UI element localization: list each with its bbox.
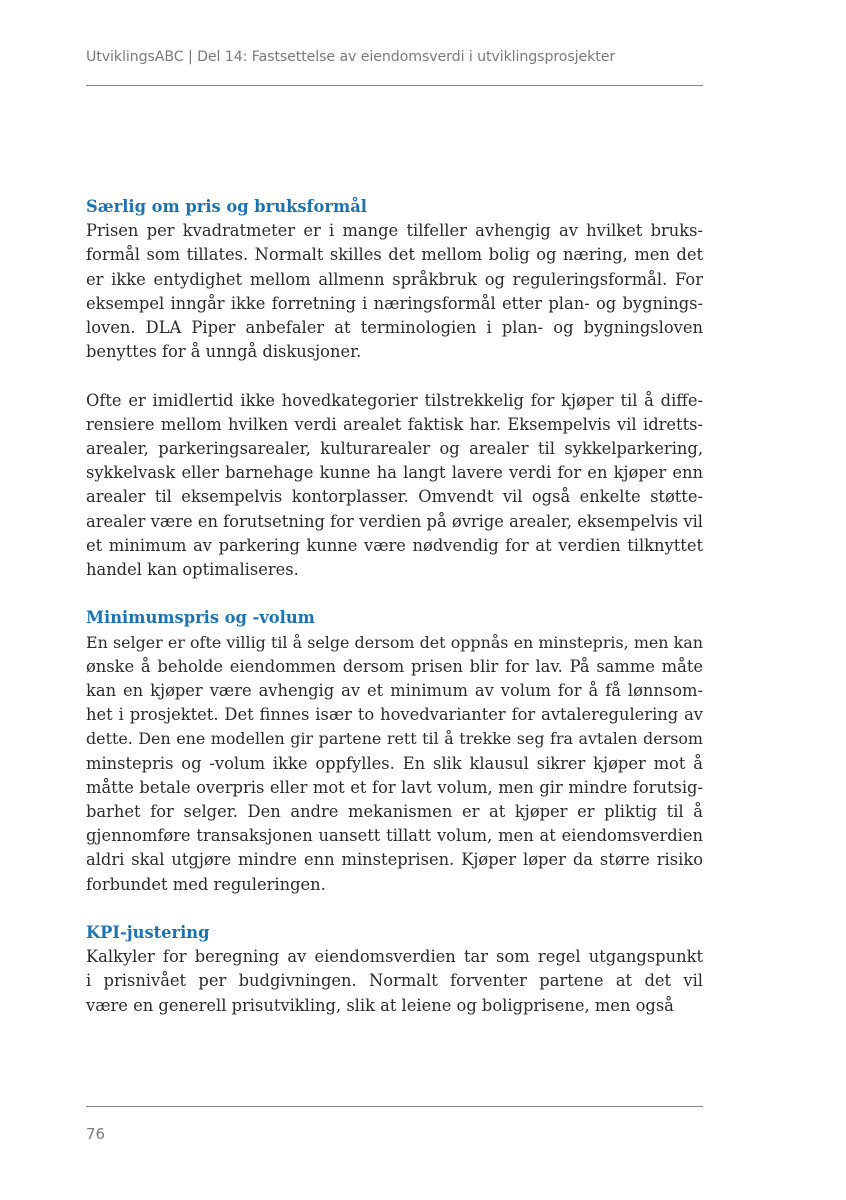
text-line: minstepris og -volum ikke oppfylles. En slik klausul sikrer kjøper mot å (86, 753, 703, 773)
running-header: UtviklingsABC | Del 14: Fastsettelse av eiendomsverdi i utviklingsprosjekter (86, 49, 616, 65)
text-line: dette. Den ene modellen gir partene rett til å trekke seg fra avtalen dersom (86, 729, 703, 749)
section-heading: KPI-justering (86, 923, 210, 943)
text-line: gjennomføre transaksjonen uansett tillatt volum, men at eiendomsverdien (86, 826, 703, 846)
text-line: Ofte er imidlertid ikke hovedkategorier tilstrekkelig for kjøper til å diffe- (86, 390, 703, 410)
section-gap (86, 897, 703, 921)
text-line: er ikke entydighet mellom allmenn språkbruk og reguleringsformål. For (86, 269, 703, 289)
page-number: 76 (86, 1125, 106, 1143)
section-heading: Minimumspris og -volum (86, 608, 315, 628)
paragraph (86, 631, 703, 897)
text-line: arealer være en forutsetning for verdien på øvrige arealer, eksempelvis vil (86, 511, 703, 531)
text-line: barhet for selger. Den andre mekanismen er at kjøper er pliktig til å (86, 802, 703, 822)
section-heading: Særlig om pris og bruksformål (86, 197, 367, 216)
text-line: eksempel inngår ikke forretning i næringsformål etter plan- og bygnings- (86, 293, 703, 313)
text-line: i prisnivået per budgivningen. Normalt forventer partene at det vil (86, 971, 703, 991)
document-body (86, 195, 703, 1018)
text-line: et minimum av parkering kunne være nødvendig for at verdien tilknyttet (86, 535, 703, 555)
text-line: aldri skal utgjøre mindre enn minsteprisen. Kjøper løper da større risiko (86, 850, 703, 870)
paragraph (86, 219, 703, 364)
text-line: Prisen per kvadratmeter er i mange tilfeller avhengig av hvilket bruks- (86, 221, 703, 241)
section-gap (86, 582, 703, 606)
footer-divider (86, 1106, 703, 1107)
text-line: handel kan optimaliseres. (86, 560, 299, 580)
paragraph (86, 389, 703, 583)
text-line: sykkelvask eller barnehage kunne ha langt lavere verdi for en kjøper enn (86, 463, 703, 483)
text-line: måtte betale overpris eller mot et for lavt volum, men gir mindre forutsig- (86, 777, 703, 797)
text-line: En selger er ofte villig til å selge dersom det oppnås en minstepris, men kan (86, 632, 703, 652)
text-line: rensiere mellom hvilken verdi arealet faktisk har. Eksempelvis vil idretts- (86, 414, 703, 434)
text-line: være en generell prisutvikling, slik at leiene og boligprisene, men også (86, 995, 674, 1015)
text-line: arealer, parkeringsarealer, kulturarealer og arealer til sykkelparkering, (86, 439, 703, 459)
paragraph-gap (86, 364, 703, 388)
text-line: Kalkyler for beregning av eiendomsverdien tar som regel utgangspunkt (86, 947, 703, 967)
paragraph (86, 945, 703, 1018)
text-line: kan en kjøper være avhengig av et minimum av volum for å få lønnsom- (86, 681, 703, 701)
header-divider (86, 85, 703, 86)
text-line: benyttes for å unngå diskusjoner. (86, 342, 362, 362)
text-line: arealer til eksempelvis kontorplasser. Omvendt vil også enkelte støtte- (86, 487, 703, 507)
text-line: loven. DLA Piper anbefaler at terminologien i plan- og bygningsloven (86, 318, 703, 338)
text-line: ønske å beholde eiendommen dersom prisen blir for lav. På samme måte (86, 656, 703, 676)
text-line: het i prosjektet. Det finnes især to hovedvarianter for avtaleregulering av (86, 705, 703, 725)
text-line: forbundet med reguleringen. (86, 874, 326, 894)
text-line: formål som tillates. Normalt skilles det mellom bolig og næring, men det (86, 245, 703, 265)
